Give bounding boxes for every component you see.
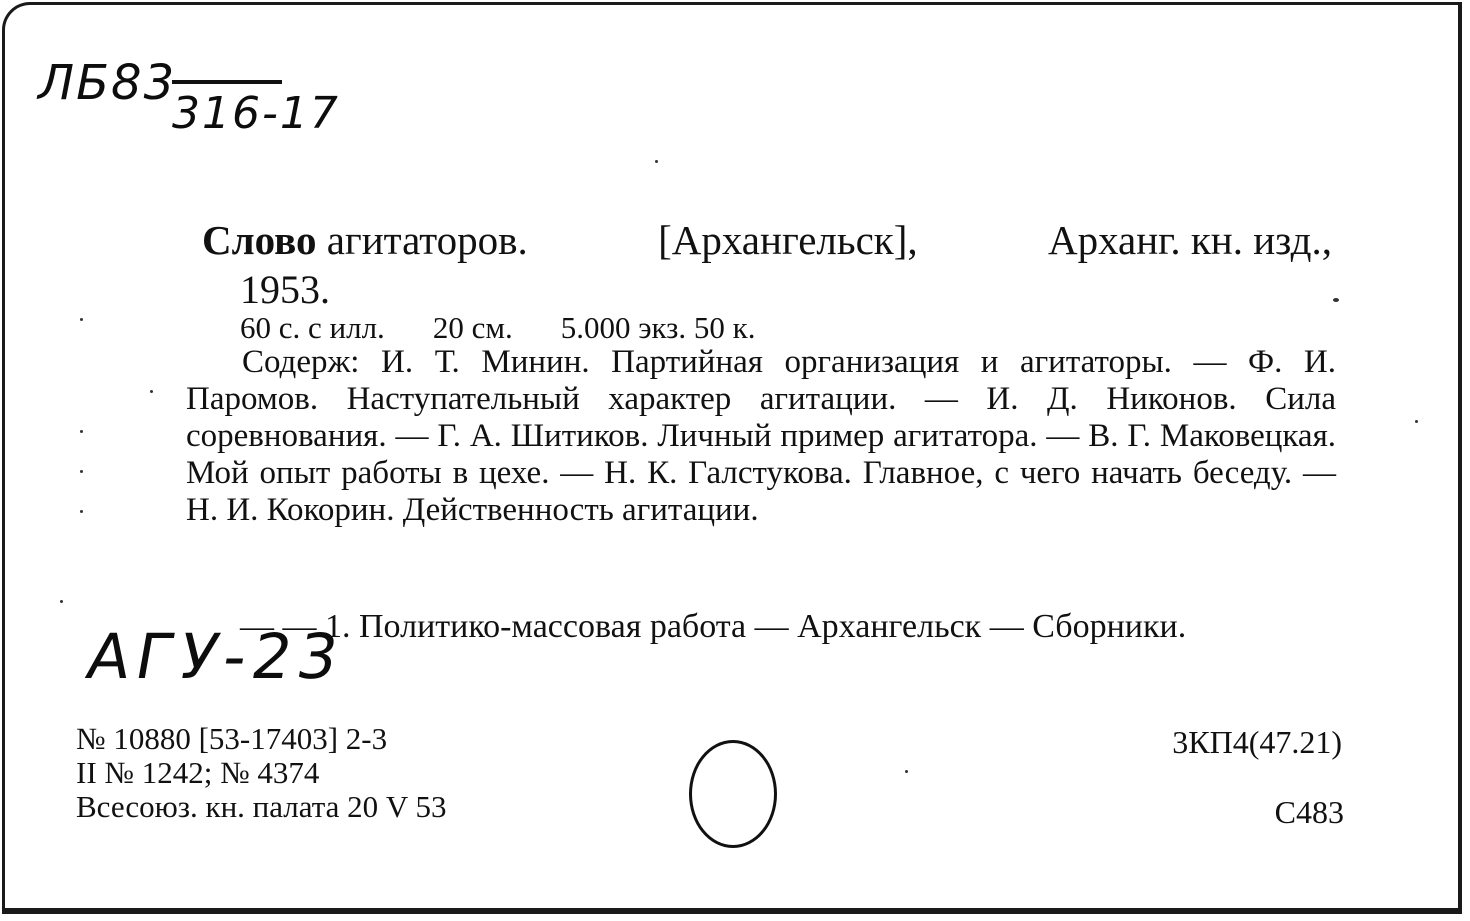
fraction-line [172,42,282,84]
speck [1415,420,1418,423]
handwritten-code: АГУ-23 [81,620,350,693]
copies-price: 5.000 экз. 50 к. [560,310,756,345]
title-line [202,216,1332,264]
speck [80,430,83,433]
classification-code: 3КП4(47.21) [1172,724,1342,760]
speck [80,318,83,321]
author-mark: С483 [1274,794,1344,830]
subject-heading: — — 1. Политико-массовая работа — Архангельск — Сборники. [240,608,1187,645]
title-rest: агитаторов. [326,217,528,263]
handwritten-shelf-mark: ЛБ83 [38,55,177,111]
speck [905,770,908,773]
title-bold: Слово [202,217,317,263]
card-hole [689,740,777,848]
year: 1953. [240,267,330,312]
speck [655,160,658,163]
speck [150,390,153,393]
title [202,216,528,264]
handwritten-inventory-number: 316-17 [172,88,340,139]
registration-block [76,722,446,824]
size: 20 см. [432,310,513,345]
publisher: Арханг. кн. изд., [1047,217,1332,263]
speck [80,510,83,513]
chamber-date: Всесоюз. кн. палата 20 V 53 [76,789,447,824]
speck [80,470,83,473]
handwritten-fraction [172,42,340,139]
registration-number-2: II № 1242; № 4374 [76,755,320,790]
contents-text: Содерж: И. Т. Минин. Партийная организация и агитаторы. — Ф. И. Паромов. Наступательный характер агитации. — И. Д. Никонов. Сила соревнования. — Г. А. Шитиков. Личный пример агитатора. — В. Г. Маковецкая. Мой опыт работы в цехе. — Н. К. Галстукова. Главное, с чего начать беседу. — Н. И. Кокорин. Действенность агитации. [186,344,1336,528]
registration-number: № 10880 [53-17403] 2-3 [76,721,388,756]
place: [Архангельск], [658,217,918,263]
speck [60,600,63,603]
speck [1333,298,1339,302]
contents-note [186,344,1336,529]
physical-description [240,310,803,346]
pages: 60 с. с илл. [240,310,385,345]
